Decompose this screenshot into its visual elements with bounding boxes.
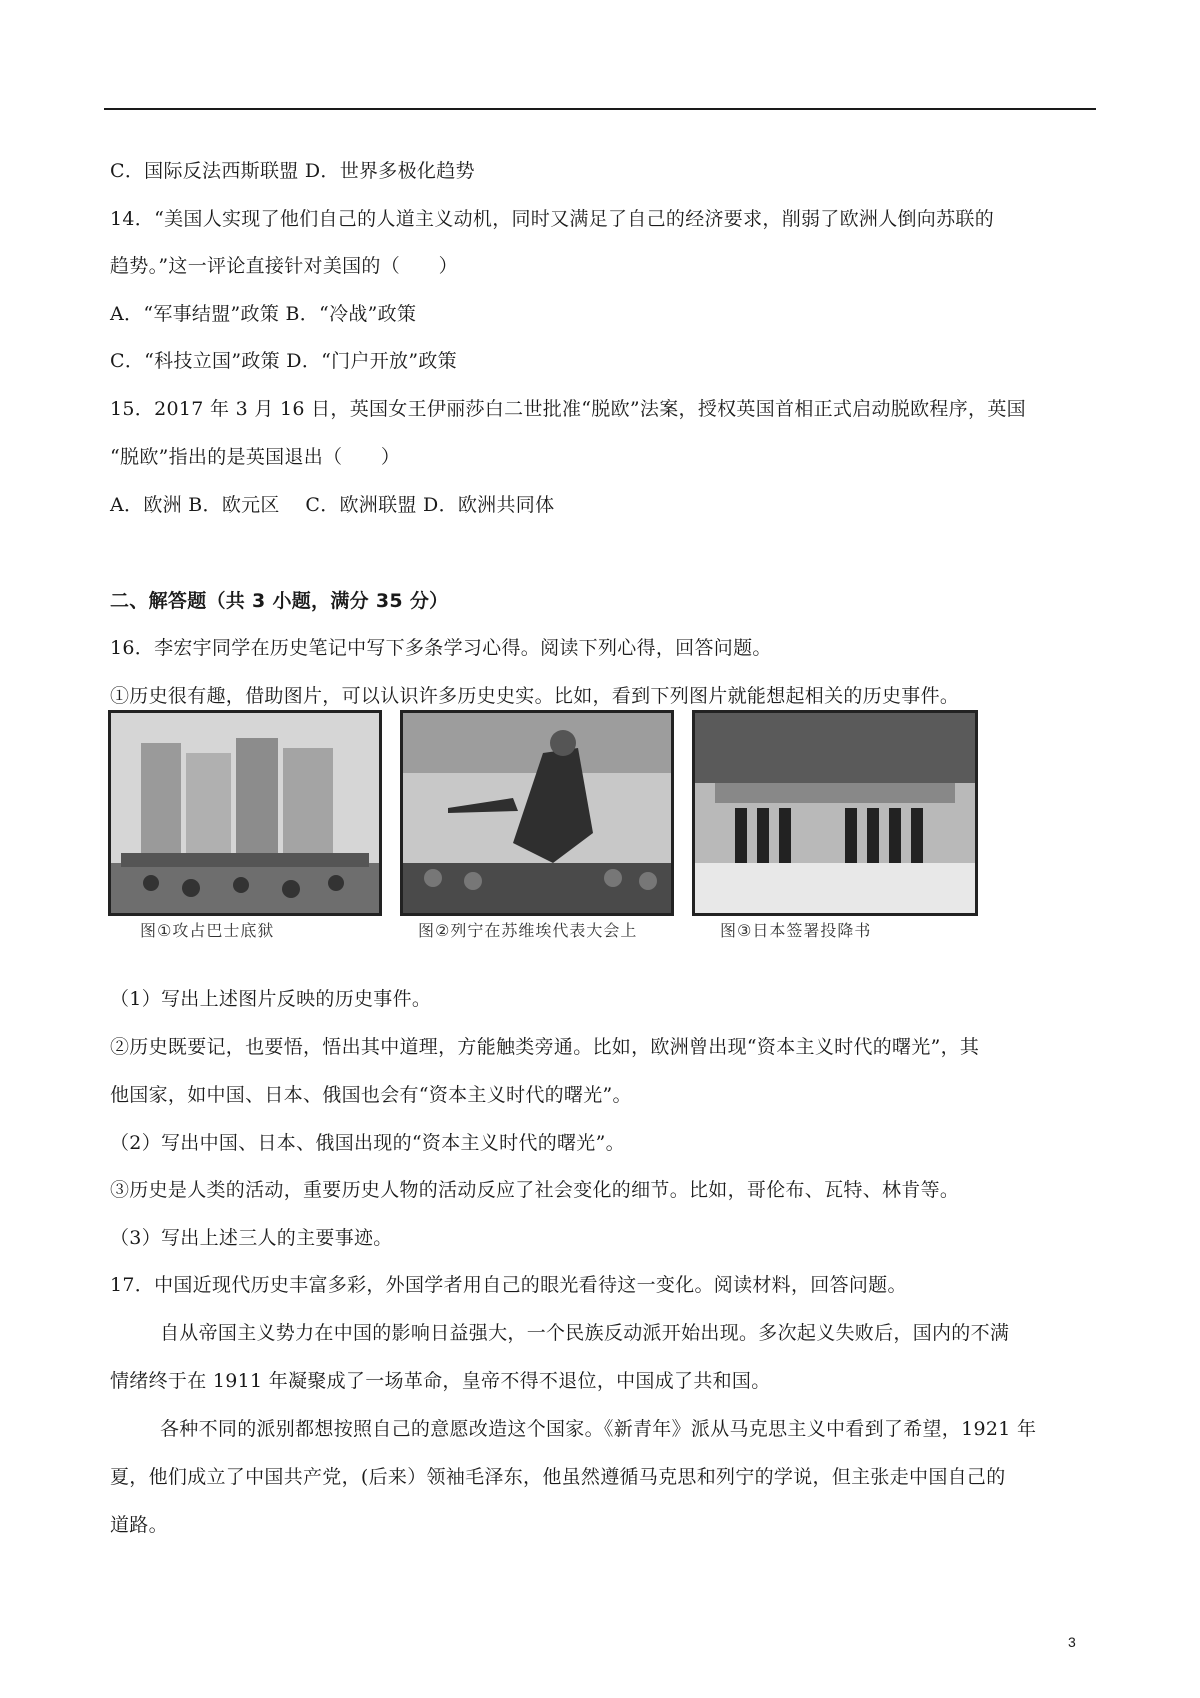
bastille-illustration <box>111 713 379 913</box>
question-14-options-cd: C．“科技立国”政策 D．“门户开放”政策 <box>110 350 457 372</box>
material-p1-line1: 自从帝国主义势力在中国的影响日益强大，一个民族反动派开始出现。多次起义失败后，国内的不满 <box>160 1322 1010 1344</box>
caption-3: 图③日本签署投降书 <box>720 921 872 940</box>
question-16-note2-line1: ②历史既要记，也要悟，悟出其中道理，方能触类旁通。比如，欧洲曾出现“资本主义时代的曙光”，其 <box>110 1036 980 1058</box>
question-17-intro: 17．中国近现代历史丰富多彩，外国学者用自己的眼光看待这一变化。阅读材料，回答问题。 <box>110 1274 907 1296</box>
question-16-intro: 16．李宏宇同学在历史笔记中写下多条学习心得。阅读下列心得，回答问题。 <box>110 637 772 659</box>
question-14-line1: 14．“美国人实现了他们自己的人道主义动机，同时又满足了自己的经济要求，削弱了欧洲人倒向苏联的 <box>110 208 994 230</box>
historical-photo-strip <box>108 710 986 954</box>
photo-lenin <box>400 710 674 916</box>
question-16-note2-line2: 他国家，如中国、日本、俄国也会有“资本主义时代的曙光”。 <box>110 1084 632 1106</box>
option-line: C．国际反法西斯联盟 D．世界多极化趋势 <box>110 160 475 182</box>
question-16-note3: ③历史是人类的活动，重要历史人物的活动反应了社会变化的细节。比如，哥伦布、瓦特、林肯等。 <box>110 1179 960 1201</box>
question-15-line2: “脱欧”指出的是英国退出（ ） <box>110 446 401 468</box>
section-title: 二、解答题（共 3 小题，满分 35 分） <box>110 590 449 612</box>
material-p2-line1: 各种不同的派别都想按照自己的意愿改造这个国家。《新青年》派从马克思主义中看到了希望，1921 年 <box>160 1418 1037 1440</box>
question-16-note1: ①历史很有趣，借助图片，可以认识许多历史史实。比如，看到下列图片就能想起相关的历史事件。 <box>110 685 960 707</box>
question-15-line1: 15．2017 年 3 月 16 日，英国女王伊丽莎白二世批准“脱欧”法案，授权英国首相正式启动脱欧程序，英国 <box>110 398 1026 420</box>
material-p1-line2: 情绪终于在 1911 年凝聚成了一场革命，皇帝不得不退位，中国成了共和国。 <box>110 1370 771 1392</box>
question-16-sub3: （3）写出上述三人的主要事迹。 <box>110 1227 393 1249</box>
photo-surrender <box>692 710 978 916</box>
question-16-sub1: （1）写出上述图片反映的历史事件。 <box>110 988 432 1010</box>
question-15-options: A．欧洲 B．欧元区 C．欧洲联盟 D．欧洲共同体 <box>110 494 555 516</box>
caption-1: 图①攻占巴士底狱 <box>140 921 275 940</box>
question-16-sub2: （2）写出中国、日本、俄国出现的“资本主义时代的曙光”。 <box>110 1132 625 1154</box>
question-14-options-ab: A．“军事结盟”政策 B．“冷战”政策 <box>110 303 417 325</box>
header-rule <box>104 108 1096 110</box>
photo-bastille <box>108 710 382 916</box>
material-p2-line3: 道路。 <box>110 1514 168 1536</box>
question-14-line2: 趋势。”这一评论直接针对美国的（ ） <box>110 255 458 277</box>
lenin-illustration <box>403 713 671 913</box>
page-number: 3 <box>1068 1634 1076 1650</box>
material-p2-line2: 夏，他们成立了中国共产党，(后来）领袖毛泽东，他虽然遵循马克思和列宁的学说，但主张走中国自己的 <box>110 1466 1006 1488</box>
caption-2: 图②列宁在苏维埃代表大会上 <box>418 921 638 940</box>
surrender-illustration <box>695 713 975 913</box>
